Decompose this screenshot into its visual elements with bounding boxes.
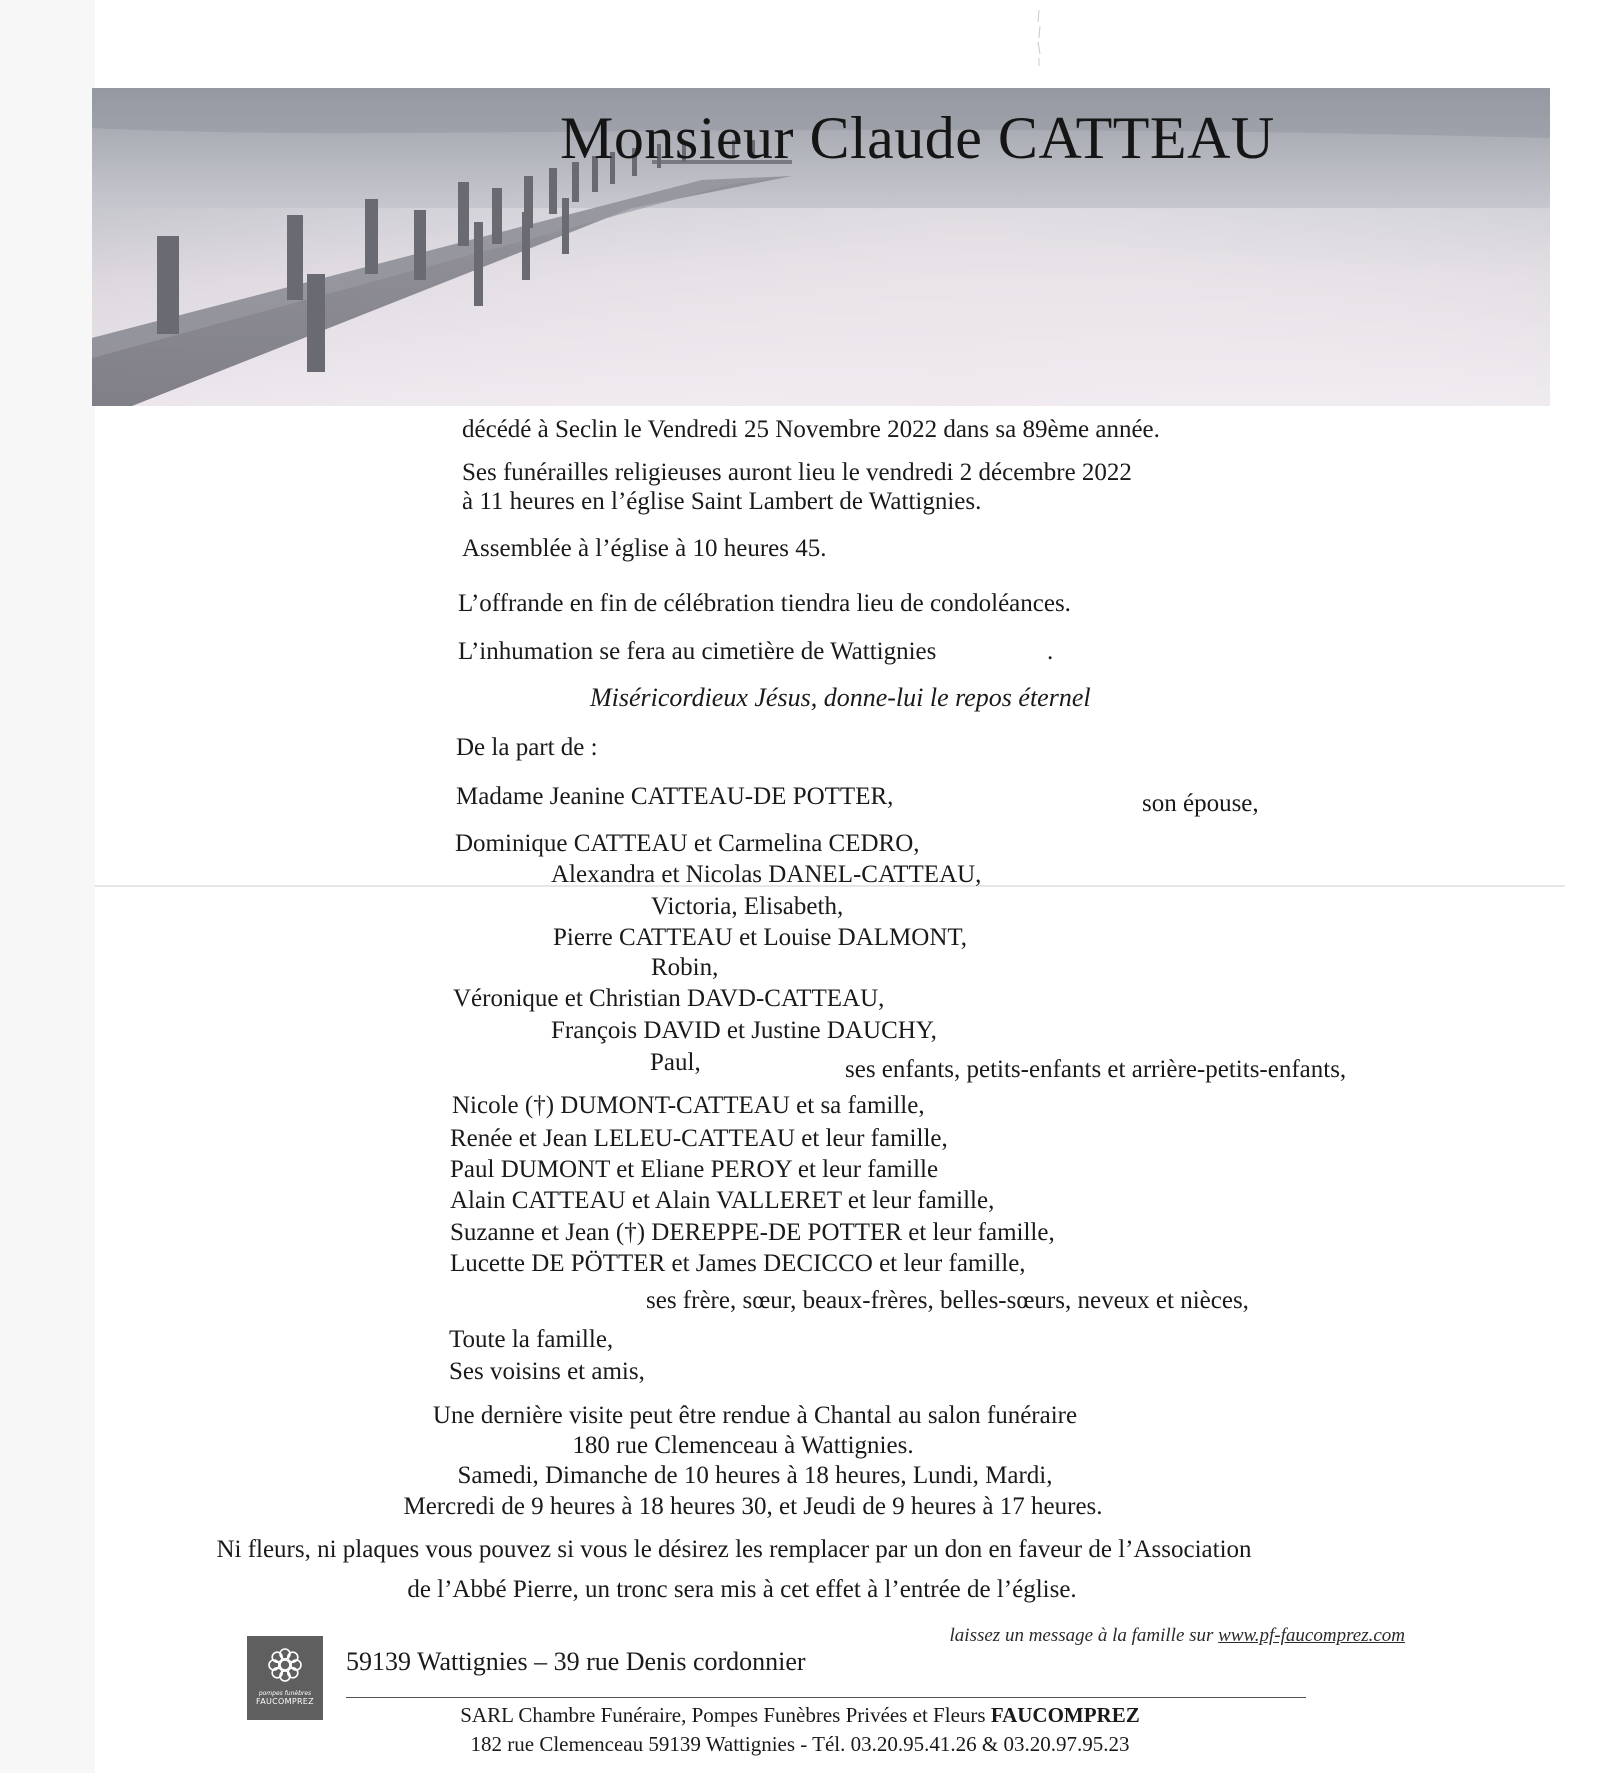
spouse-role: son épouse, [1142, 790, 1259, 817]
visit-intro: Une dernière visite peut être rendue à Chantal au salon funéraire [432, 1402, 1078, 1429]
children-role: ses enfants, petits-enfants et arrière-petits-enfants, [845, 1056, 1347, 1083]
child-line: Pierre CATTEAU et Louise DALMONT, [553, 924, 968, 951]
sibling-line: Alain CATTEAU et Alain VALLERET et leur famille, [450, 1187, 995, 1214]
burial-note-dot: . [1047, 638, 1054, 665]
company-prefix: SARL Chambre Funéraire, Pompes Funèbres Privées et Fleurs [460, 1703, 986, 1727]
assembly-time: Assemblée à l’église à 10 heures 45. [462, 535, 827, 562]
death-announcement: décédé à Seclin le Vendredi 25 Novembre 2022 dans sa 89ème année. [462, 416, 1160, 443]
sibling-line: Paul DUMONT et Eliane PEROY et leur famille [450, 1156, 939, 1183]
prayer: Miséricordieux Jésus, donne-lui le repos éternel [590, 683, 1091, 712]
agency-address: 59139 Wattignies – 39 rue Denis cordonnier [346, 1647, 806, 1676]
burial-note: L’inhumation se fera au cimetière de Wattignies [458, 638, 937, 665]
child-line: Victoria, Elisabeth, [651, 893, 844, 920]
company-contact: 182 rue Clemenceau 59139 Wattignies - Tél. 03.20.95.41.26 & 03.20.97.95.23 [470, 1732, 1130, 1756]
child-line: Dominique CATTEAU et Carmelina CEDRO, [455, 830, 920, 857]
family-intro: De la part de : [456, 734, 598, 761]
other-family: Toute la famille, [449, 1326, 614, 1353]
donation-note: de l’Abbé Pierre, un tronc sera mis à cet effet à l’entrée de l’église. [407, 1576, 1077, 1603]
child-line: Paul, [650, 1049, 701, 1076]
sibling-line: Suzanne et Jean (†) DEREPPE-DE POTTER et leur famille, [450, 1219, 1055, 1246]
sibling-line: Nicole (†) DUMONT-CATTEAU et sa famille, [452, 1092, 925, 1119]
deceased-name-title: Monsieur Claude CATTEAU [560, 105, 1275, 171]
sibling-line: Lucette DE PÖTTER et James DECICCO et leur famille, [450, 1250, 1026, 1277]
logo-brand: FAUCOMPREZ [256, 1697, 314, 1706]
child-line: Alexandra et Nicolas DANEL-CATTEAU, [551, 861, 982, 888]
child-line: Robin, [651, 954, 719, 981]
donation-note: Ni fleurs, ni plaques vous pouvez si vous le désirez les remplacer par un don en faveur de l’Association [216, 1536, 1252, 1563]
company-name: FAUCOMPREZ [990, 1703, 1140, 1727]
logo-tagline: pompes funèbres [258, 1690, 312, 1697]
funeral-place: à 11 heures en l’église Saint Lambert de Wattignies. [462, 488, 982, 515]
visit-address: 180 rue Clemenceau à Wattignies. [572, 1432, 914, 1459]
message-invite [950, 1625, 1405, 1647]
neighbours-friends: Ses voisins et amis, [449, 1358, 645, 1385]
funeral-date: Ses funérailles religieuses auront lieu le vendredi 2 décembre 2022 [462, 459, 1132, 486]
website-link[interactable]: www.pf-faucomprez.com [1218, 1625, 1405, 1646]
sibling-line: Renée et Jean LELEU-CATTEAU et leur famille, [450, 1125, 948, 1152]
company-line [0, 1703, 1600, 1728]
child-line: François DAVID et Justine DAUCHY, [551, 1017, 937, 1044]
offering-note: L’offrande en fin de célébration tiendra lieu de condoléances. [458, 590, 1071, 617]
visit-hours: Samedi, Dimanche de 10 heures à 18 heures, Lundi, Mardi, [457, 1462, 1053, 1489]
scan-mark [1032, 8, 1046, 68]
spouse-name: Madame Jeanine CATTEAU-DE POTTER, [456, 783, 894, 810]
siblings-role: ses frère, sœur, beaux-frères, belles-sœurs, neveux et nièces, [646, 1287, 1249, 1314]
message-text: laissez un message à la famille sur [949, 1625, 1214, 1646]
child-line: Véronique et Christian DAVD-CATTEAU, [453, 985, 885, 1012]
flower-icon [264, 1644, 306, 1686]
visit-hours: Mercredi de 9 heures à 18 heures 30, et Jeudi de 9 heures à 17 heures. [403, 1493, 1103, 1520]
footer-divider [346, 1697, 1306, 1698]
